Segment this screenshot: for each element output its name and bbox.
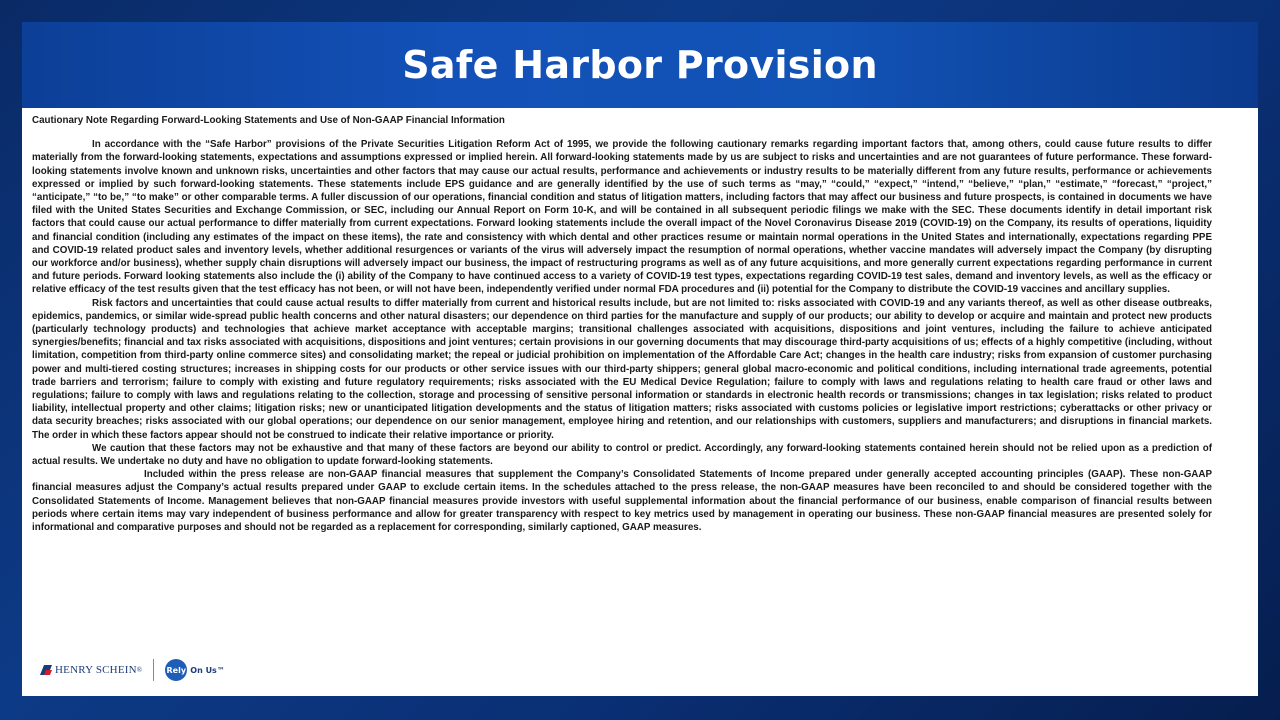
section-heading: Cautionary Note Regarding Forward-Looking Statements and Use of Non-GAAP Financial Information <box>32 115 505 126</box>
paragraph-risk-factors: Risk factors and uncertainties that could cause actual results to differ materially from current and historical results include, but are not limited to: risks associated with COVID-19 and any variants thereof, as well as other disease outbreaks, epidemics, pandemics, or similar wide-spread public health concerns and other natural disasters; our dependence on third parties for the manufacture and supply of our products; our ability to develop or acquire and maintain and protect new products (particularly technology products) and technologies that achieve market acceptance with acceptable margins; transitional challenges associated with acquisitions, dispositions and joint ventures, including the failure to achieve anticipated synergies/benefits; financial and tax risks associated with acquisitions, dispositions and joint ventures; certain provisions in our governing documents that may discourage third-party acquisitions of us; effects of a highly competitive (including, without limitation, competition from third-party online commerce sites) and consolidating market; the repeal or judicial prohibition on implementation of the Affordable Care Act; changes in the health care industry; risks from expansion of customer purchasing power and multi-tiered costing structures; increases in shipping costs for our products or other service issues with our third-party shippers; general global macro-economic and political conditions, including international trade agreements, potential trade barriers and terrorism; failure to comply with existing and future regulatory requirements; risks associated with the EU Medical Device Regulation; failure to comply with laws and regulations relating to health care fraud or other laws and regulations; failure to comply with laws and regulations relating to the collection, storage and processing of sensitive personal information or standards in electronic health records or transmissions; changes in tax legislation; risks related to product liability, intellectual property and other claims; litigation risks; new or unanticipated litigation developments and the status of litigation matters; risks associated with customs policies or legislative import restrictions; cyberattacks or other privacy or data security breaches; risks associated with our global operations; our dependence on our senior management, employee hiring and retention, and our relationships with customers, suppliers and manufacturers; and disruptions in financial markets. The order in which these factors appear should not be construed to indicate their relative importance or priority. <box>32 297 1212 441</box>
rely-badge-icon <box>165 659 187 681</box>
henry-schein-logo <box>40 664 142 676</box>
rely-on-us-text: On Us™ <box>190 665 225 675</box>
henry-schein-wordmark: HENRY SCHEIN <box>55 664 137 676</box>
paragraph-forward-looking: In accordance with the “Safe Harbor” provisions of the Private Securities Litigation Reform Act of 1995, we provide the following cautionary remarks regarding important factors that, among others, could cause future results to differ materially from the forward-looking statements, expectations and assumptions expressed or implied herein. All forward-looking statements made by us are subject to risks and uncertainties and are not guarantees of future performance. These forward-looking statements involve known and unknown risks, uncertainties and other factors that may cause our actual results, performance and achievements or industry results to be materially different from any future results, performance or achievements expressed or implied by such forward-looking statements. These statements include EPS guidance and are generally identified by the use of such terms as “may,” “could,” “expect,” “intend,” “believe,” “plan,” “estimate,” “forecast,” “project,” “anticipate,” “to be,” “to make” or other comparable terms. A fuller discussion of our operations, financial condition and status of litigation matters, including factors that may affect our business and future prospects, is contained in documents we have filed with the United States Securities and Exchange Commission, or SEC, including our Annual Report on Form 10-K, and will be contained in all subsequent periodic filings we make with the SEC. These documents identify in detail important risk factors that could cause our actual performance to differ materially from current expectations. Forward looking statements include the overall impact of the Novel Coronavirus Disease 2019 (COVID-19) on the Company, its results of operations, liquidity and financial condition (including any estimates of the impact on these items), the rate and consistency with which dental and other practices resume or maintain normal operations in the United States and internationally, expectations regarding PPE and COVID-19 related product sales and inventory levels, whether additional resurgences or variants of the virus will adversely impact the resumption of normal operations, whether vaccine mandates will adversely impact the Company (by disrupting our workforce and/or business), whether supply chain disruptions will adversely impact our business, the impact of restructuring programs as well as of any future acquisitions, and more generally current expectations regarding performance in current and future periods. Forward looking statements also include the (i) ability of the Company to have continued access to a variety of COVID-19 test types, expectations regarding COVID-19 test sales, demand and inventory levels, as well as the efficacy or relative efficacy of the test results given that the test efficacy has not been, or will not have been, independently verified under normal FDA procedures and (ii) potential for the Company to distribute the COVID-19 vaccines and ancillary supplies. <box>32 139 1212 296</box>
logo-divider <box>153 659 154 681</box>
registered-mark: ® <box>136 666 143 674</box>
rely-badge-text: Rely <box>166 665 187 675</box>
paragraph-caution: We caution that these factors may not be exhaustive and that many of these factors are beyond our ability to control or predict. Accordingly, any forward-looking statements contained herein should not be relied upon as a prediction of actual results. We undertake no duty and have no obligation to update forward-looking statements. <box>32 442 1212 468</box>
title-bar <box>22 22 1258 108</box>
footer-logos <box>40 656 225 684</box>
document-body <box>32 114 1212 654</box>
slide-title: Safe Harbor Provision <box>402 43 878 87</box>
page-number: 2 <box>1212 680 1224 700</box>
henry-schein-mark-icon <box>40 665 52 675</box>
paragraph-non-gaap: Included within the press release are non-GAAP financial measures that supplement the Company’s Consolidated Statements of Income prepared under generally accepted accounting principles (GAAP). These non-GAAP financial measures adjust the Company’s actual results prepared under GAAP to exclude certain items. In the schedules attached to the press release, the non-GAAP measures have been reconciled to and should be considered together with the Consolidated Statements of Income. Management believes that non-GAAP financial measures provide investors with useful supplemental information about the financial performance of our business, enable comparison of financial results between periods where certain items may vary independent of business performance and allow for greater transparency with respect to key metrics used by management in operating our business. These non-GAAP financial measures are presented solely for informational and comparative purposes and should not be regarded as a replacement for corresponding, similarly captioned, GAAP measures. <box>32 469 1212 534</box>
